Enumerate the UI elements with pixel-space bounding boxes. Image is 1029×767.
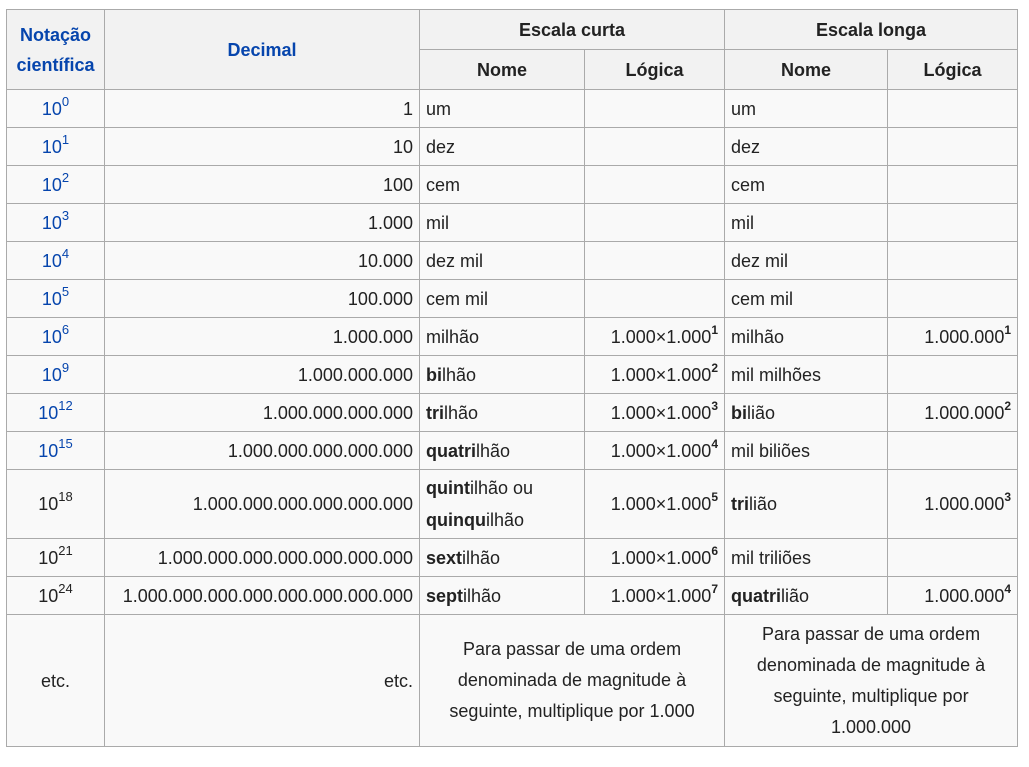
long-logic-cell (888, 432, 1018, 470)
header-long-logic: Lógica (888, 50, 1018, 90)
table-row (7, 394, 1018, 432)
footer-scientific: etc. (7, 615, 105, 747)
power-base: 10 (38, 494, 59, 514)
scientific-notation-cell[interactable] (7, 90, 105, 128)
long-name-prefix: bi (731, 402, 748, 423)
long-name-cell (725, 166, 888, 204)
long-logic-cell (888, 90, 1018, 128)
short-name-prefix: quint (426, 478, 470, 498)
short-logic-cell (585, 356, 725, 394)
power-exponent: 15 (58, 435, 73, 451)
power-base: 10 (41, 250, 62, 271)
footer-short-note: Para passar de uma ordem denominada de magnitude à seguinte, multiplique por 1.000 (420, 615, 725, 747)
power-exponent: 12 (58, 397, 73, 413)
long-name-suffix: dez mil (731, 250, 789, 271)
short-name-prefix: sept (426, 585, 464, 606)
long-name-suffix: mil milhões (731, 364, 822, 385)
long-name-suffix: cem mil (731, 288, 794, 309)
short-name-suffix: ilhão ou (469, 478, 534, 498)
decimal-cell: 1 (105, 90, 420, 128)
decimal-cell: 1.000.000.000.000.000 (105, 432, 420, 470)
decimal-cell: 1.000.000.000 (105, 356, 420, 394)
decimal-cell: 100 (105, 166, 420, 204)
long-name-suffix: lião (747, 402, 776, 423)
short-name-cell (420, 356, 585, 394)
short-logic-base: 1.000×1.000 (610, 440, 712, 461)
long-name-suffix: lião (749, 494, 778, 514)
long-name-suffix: mil biliões (731, 440, 811, 461)
short-logic-cell (585, 394, 725, 432)
long-name-cell (725, 470, 888, 539)
short-name-suffix: cem mil (426, 288, 488, 309)
short-name-suffix: ilhão (462, 547, 501, 568)
short-logic-exponent: 6 (711, 543, 719, 558)
short-logic-base: 1.000×1.000 (610, 364, 712, 385)
short-name-cell (420, 432, 585, 470)
decimal-cell: 1.000.000.000.000 (105, 394, 420, 432)
long-name-cell (725, 394, 888, 432)
scientific-notation-cell[interactable] (7, 280, 105, 318)
long-name-suffix: um (731, 98, 757, 119)
short-name-cell (420, 394, 585, 432)
table-row (7, 356, 1018, 394)
short-logic-base: 1.000×1.000 (610, 326, 712, 347)
short-name-prefix: bi (426, 364, 442, 385)
short-name-cell (420, 539, 585, 577)
short-logic-exponent: 2 (711, 360, 719, 375)
table-row (7, 318, 1018, 356)
power-exponent: 21 (58, 542, 73, 558)
short-logic-cell (585, 577, 725, 615)
short-name-cell (420, 318, 585, 356)
power-exponent: 5 (61, 283, 70, 299)
short-name-suffix: dez mil (426, 250, 484, 271)
scientific-notation-cell[interactable] (7, 356, 105, 394)
long-name-cell (725, 318, 888, 356)
scientific-notation-cell[interactable] (7, 432, 105, 470)
short-logic-cell (585, 432, 725, 470)
long-logic-cell (888, 128, 1018, 166)
short-name-suffix: mil (426, 212, 449, 233)
long-logic-cell (888, 356, 1018, 394)
long-name-suffix: lião (781, 585, 810, 606)
scientific-notation-cell (7, 470, 105, 539)
table-row (7, 280, 1018, 318)
short-logic-cell (585, 90, 725, 128)
long-logic-cell (888, 318, 1018, 356)
header-short-scale: Escala curta (420, 10, 725, 50)
scientific-notation-cell[interactable] (7, 204, 105, 242)
short-logic-cell (585, 242, 725, 280)
decimal-cell: 1.000.000.000.000.000.000 (105, 470, 420, 539)
decimal-cell: 1.000.000.000.000.000.000.000.000 (105, 577, 420, 615)
scientific-notation-cell[interactable] (7, 318, 105, 356)
short-name-suffix: lhão (444, 402, 479, 423)
power-exponent: 4 (61, 245, 70, 261)
short-name-cell (420, 166, 585, 204)
footer-decimal: etc. (105, 615, 420, 747)
table-row (7, 539, 1018, 577)
scientific-notation-cell[interactable] (7, 242, 105, 280)
long-name-prefix: tri (731, 494, 750, 514)
power-exponent: 24 (58, 580, 73, 596)
long-name-suffix: mil (731, 212, 755, 233)
long-logic-cell (888, 577, 1018, 615)
power-base: 10 (38, 547, 59, 568)
long-name-cell (725, 356, 888, 394)
table-row (7, 242, 1018, 280)
decimal-cell: 10.000 (105, 242, 420, 280)
long-name-cell (725, 242, 888, 280)
short-name-suffix-alt: ilhão (485, 510, 525, 530)
decimal-cell: 1.000 (105, 204, 420, 242)
long-name-prefix: quatri (731, 585, 782, 606)
table-row (7, 204, 1018, 242)
header-short-logic: Lógica (585, 50, 725, 90)
long-logic-exponent: 2 (1004, 398, 1012, 413)
power-base: 10 (41, 174, 62, 195)
long-name-cell (725, 90, 888, 128)
scientific-notation-cell (7, 577, 105, 615)
table-row (7, 432, 1018, 470)
header-decimal[interactable]: Decimal (105, 10, 420, 90)
power-base: 10 (38, 402, 59, 423)
scientific-notation-cell[interactable] (7, 128, 105, 166)
table-row (7, 128, 1018, 166)
long-name-suffix: cem (731, 174, 766, 195)
decimal-cell: 1.000.000.000.000.000.000.000 (105, 539, 420, 577)
power-base: 10 (41, 364, 62, 385)
power-exponent: 9 (61, 359, 70, 375)
power-base: 10 (41, 288, 62, 309)
long-name-cell (725, 432, 888, 470)
header-short-name: Nome (420, 50, 585, 90)
short-name-suffix: lhão (442, 364, 477, 385)
short-name-cell (420, 280, 585, 318)
power-base: 10 (41, 326, 62, 347)
header-long-scale: Escala longa (725, 10, 1018, 50)
long-logic-exponent: 3 (1004, 490, 1012, 504)
short-name-suffix: lhão (476, 440, 511, 461)
short-logic-cell (585, 204, 725, 242)
decimal-cell: 1.000.000 (105, 318, 420, 356)
short-logic-cell (585, 470, 725, 539)
long-logic-cell (888, 280, 1018, 318)
long-name-suffix: milhão (731, 326, 785, 347)
short-name-cell (420, 128, 585, 166)
table-row (7, 470, 1018, 539)
short-logic-base: 1.000×1.000 (610, 547, 712, 568)
power-exponent: 0 (61, 93, 70, 109)
table-row (7, 577, 1018, 615)
short-logic-exponent: 5 (711, 490, 719, 504)
short-logic-cell (585, 539, 725, 577)
short-logic-exponent: 4 (711, 436, 719, 451)
short-name-suffix: um (426, 98, 452, 119)
long-logic-base: 1.000.000 (924, 326, 1005, 347)
long-logic-cell (888, 166, 1018, 204)
long-logic-base: 1.000.000 (924, 402, 1005, 423)
scientific-notation-cell (7, 539, 105, 577)
long-logic-cell (888, 470, 1018, 539)
short-name-cell (420, 204, 585, 242)
short-name-prefix: sext (426, 547, 463, 568)
decimal-cell: 100.000 (105, 280, 420, 318)
short-name-suffix: cem (426, 174, 461, 195)
header-scientific-notation[interactable]: Notação científica (7, 10, 105, 90)
power-base: 10 (38, 585, 59, 606)
power-exponent: 1 (61, 131, 70, 147)
short-logic-cell (585, 318, 725, 356)
short-name-prefix: tri (426, 402, 444, 423)
long-logic-cell (888, 204, 1018, 242)
short-name-cell (420, 470, 585, 539)
short-name-cell (420, 90, 585, 128)
short-name-cell (420, 577, 585, 615)
long-logic-cell (888, 394, 1018, 432)
power-base: 10 (38, 440, 59, 461)
power-exponent: 18 (58, 489, 73, 504)
long-logic-exponent: 1 (1004, 322, 1012, 337)
footer-long-note: Para passar de uma ordem denominada de magnitude à seguinte, multiplique por 1.000.000 (725, 615, 1018, 747)
short-name-prefix-alt: quinqu (426, 510, 486, 530)
power-exponent: 2 (61, 169, 70, 185)
short-name-cell (420, 242, 585, 280)
long-logic-base: 1.000.000 (924, 494, 1005, 514)
long-name-suffix: dez (731, 136, 761, 157)
decimal-cell: 10 (105, 128, 420, 166)
long-logic-base: 1.000.000 (924, 585, 1005, 606)
power-base: 10 (41, 98, 62, 119)
power-base: 10 (41, 212, 62, 233)
short-logic-exponent: 7 (711, 581, 719, 596)
short-logic-cell (585, 166, 725, 204)
long-name-suffix: mil triliões (731, 547, 812, 568)
power-exponent: 6 (61, 321, 70, 337)
power-base: 10 (41, 136, 62, 157)
long-name-cell (725, 280, 888, 318)
header-long-name: Nome (725, 50, 888, 90)
short-name-prefix: quatri (426, 440, 477, 461)
long-logic-cell (888, 242, 1018, 280)
long-logic-exponent: 4 (1004, 581, 1012, 596)
scientific-notation-cell[interactable] (7, 394, 105, 432)
long-name-cell (725, 204, 888, 242)
short-name-suffix: milhão (426, 326, 480, 347)
short-logic-base: 1.000×1.000 (610, 494, 712, 514)
table-row (7, 90, 1018, 128)
long-logic-cell (888, 539, 1018, 577)
table-row (7, 166, 1018, 204)
long-name-cell (725, 128, 888, 166)
short-logic-base: 1.000×1.000 (610, 402, 712, 423)
short-name-suffix: ilhão (463, 585, 502, 606)
short-logic-exponent: 1 (711, 322, 719, 337)
short-name-suffix: dez (426, 136, 456, 157)
scale-table (6, 9, 1018, 747)
power-exponent: 3 (61, 207, 70, 223)
short-logic-cell (585, 128, 725, 166)
short-logic-exponent: 3 (711, 398, 719, 413)
short-logic-cell (585, 280, 725, 318)
long-name-cell (725, 577, 888, 615)
long-name-cell (725, 539, 888, 577)
scientific-notation-cell[interactable] (7, 166, 105, 204)
short-logic-base: 1.000×1.000 (610, 585, 712, 606)
